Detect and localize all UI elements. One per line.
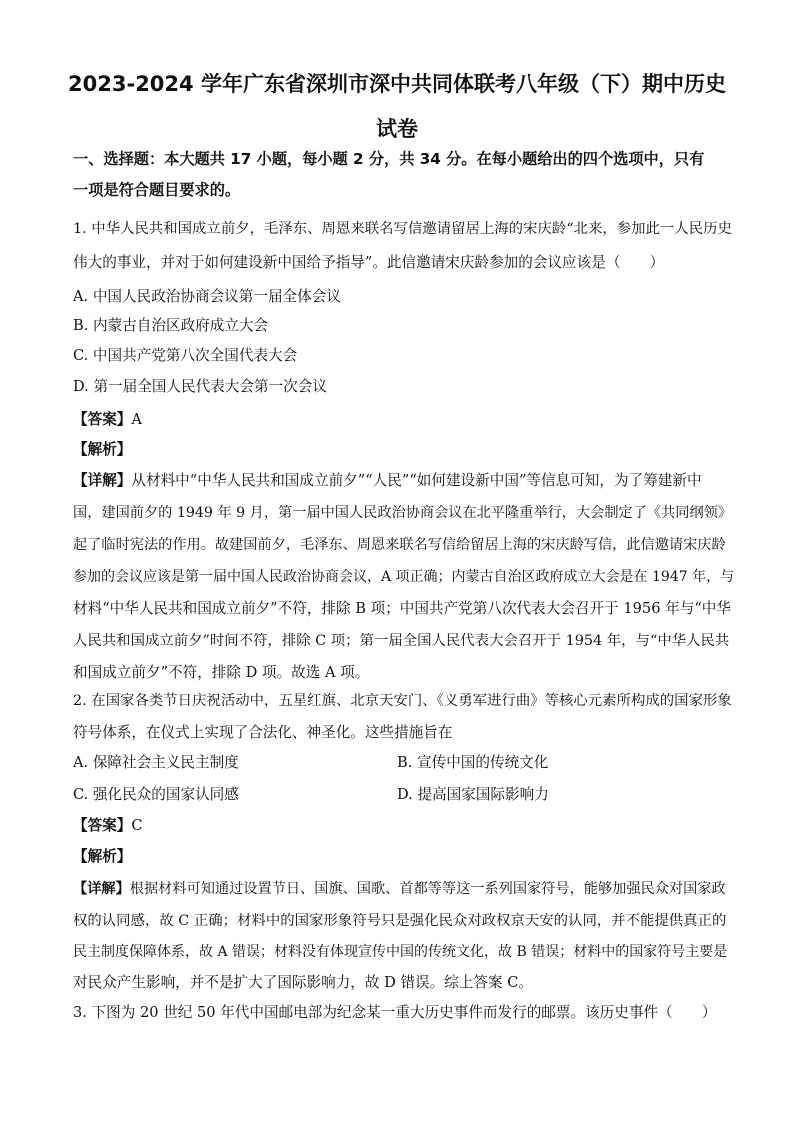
q2-stem-line1: 2. 在国家各类节日庆祝活动中，五星红旗、北京天安门、《义勇军进行曲》等核心元素所构成的国家形象 (73, 693, 732, 709)
q1-detail-line7: 和国成立前夕”不符，排除 D 项。故选 A 项。 (73, 664, 370, 681)
q2-analysis-tag (73, 847, 733, 867)
q3-stem-line1: 3. 下图为 20 世纪 50 年代中国邮电部为纪念某一重大历史事件而发行的邮票。该历史事件（ ） (73, 1004, 717, 1021)
section-heading-line2: 一项是符合题目要求的。 (73, 181, 241, 199)
q1-stem-line1: 1. 中华人民共和国成立前夕，毛泽东、周恩来联名写信邀请留居上海的宋庆龄“北来，参加此一人民历史 (73, 221, 732, 237)
q1-detail-line2: 国，建国前夕的 1949 年 9 月，第一届中国人民政治协商会议在北平隆重举行，大会制定了《共同纲领》 (73, 505, 733, 521)
q1-stem-line2: 伟大的事业，并对于如何建设新中国给予指导”。此信邀请宋庆龄参加的会议应该是（ ） (73, 254, 665, 271)
q1-detail-line3: 起了临时宪法的作用。故建国前夕，毛泽东、周恩来联名写信给留居上海的宋庆龄写信，此信邀请宋庆龄 (73, 537, 726, 553)
q1-option-b: B. 内蒙古自治区政府成立大会 (73, 317, 269, 334)
q1-option-c: C. 中国共产党第八次全国代表大会 (73, 347, 298, 364)
q2-answer (73, 816, 733, 836)
q1-option-a: A. 中国人民政治协商会议第一届全体会议 (73, 288, 341, 305)
q2-detail-tag: 【详解】 (73, 881, 130, 897)
q2-option-b: B. 宣传中国的传统文化 (397, 754, 549, 771)
q1-detail-line4: 参加的会议应该是第一届中国人民政治协商会议，A 项正确；内蒙古自治区政府成立大会是在 1947 年，与 (73, 569, 735, 585)
q1-option-d: D. 第一届全国人民代表大会第一次会议 (73, 378, 327, 395)
q2-detail-line4: 对民众产生影响，并不是扩大了国际影响力，故 D 错误。综上答案 C。 (73, 974, 534, 991)
q1-detail-line5: 材料“中华人民共和国成立前夕”不符，排除 B 项；中国共产党第八次代表大会召开于 1956 年与“中华 (73, 600, 731, 617)
q2-answer-value: C (131, 817, 143, 834)
q2-detail-line3: 民主制度保障体系，故 A 错误；材料没有体现宣传中国的传统文化，故 B 错误；材料中的国家符号主要是 (73, 944, 728, 960)
q2-option-c: C. 强化民众的国家认同感 (73, 786, 239, 803)
q2-option-a: A. 保障社会主义民主制度 (73, 754, 239, 771)
q1-answer (73, 410, 733, 430)
q1-answer-tag: 【答案】 (73, 411, 132, 428)
exam-title-line2: 试卷 (376, 117, 418, 141)
q1-answer-value: A (131, 411, 142, 428)
section-heading-line1: 一、选择题：本大题共 17 小题，每小题 2 分，共 34 分。在每小题给出的四个选项中，只有 (73, 150, 705, 168)
q2-detail-line1 (73, 879, 733, 899)
q1-detail-line1 (73, 471, 733, 491)
q1-detail-text1: 从材料中“中华人民共和国成立前夕”“人民”“如何建设新中国”等信息可知，为了筹建新中 (131, 472, 702, 489)
q2-answer-tag: 【答案】 (73, 817, 132, 834)
q2-analysis-label: 【解析】 (73, 848, 132, 865)
q1-detail-line6: 人民共和国成立前夕”时间不符，排除 C 项；第一届全国人民代表大会召开于 1954 年，与“中华人民共 (73, 633, 730, 649)
q2-detail-line2: 权的认同感，故 C 正确；材料中的国家形象符号只是强化民众对政权京天安的认同，并不能提供真正的 (73, 913, 727, 929)
q1-analysis-label: 【解析】 (73, 441, 132, 458)
q1-analysis-tag (73, 440, 733, 460)
q2-detail-text1: 根据材料可知通过设置节日、国旗、国歌、首都等等这一系列国家符号，能够加强民众对国家政 (129, 881, 726, 897)
exam-title-line1: 2023-2024 学年广东省深圳市深中共同体联考八年级（下）期中历史 (68, 72, 726, 96)
q2-option-d: D. 提高国家国际影响力 (397, 786, 549, 803)
q1-detail-tag: 【详解】 (73, 472, 132, 489)
q2-stem-line2: 符号体系，在仪式上实现了合法化、神圣化。这些措施旨在 (73, 724, 453, 741)
